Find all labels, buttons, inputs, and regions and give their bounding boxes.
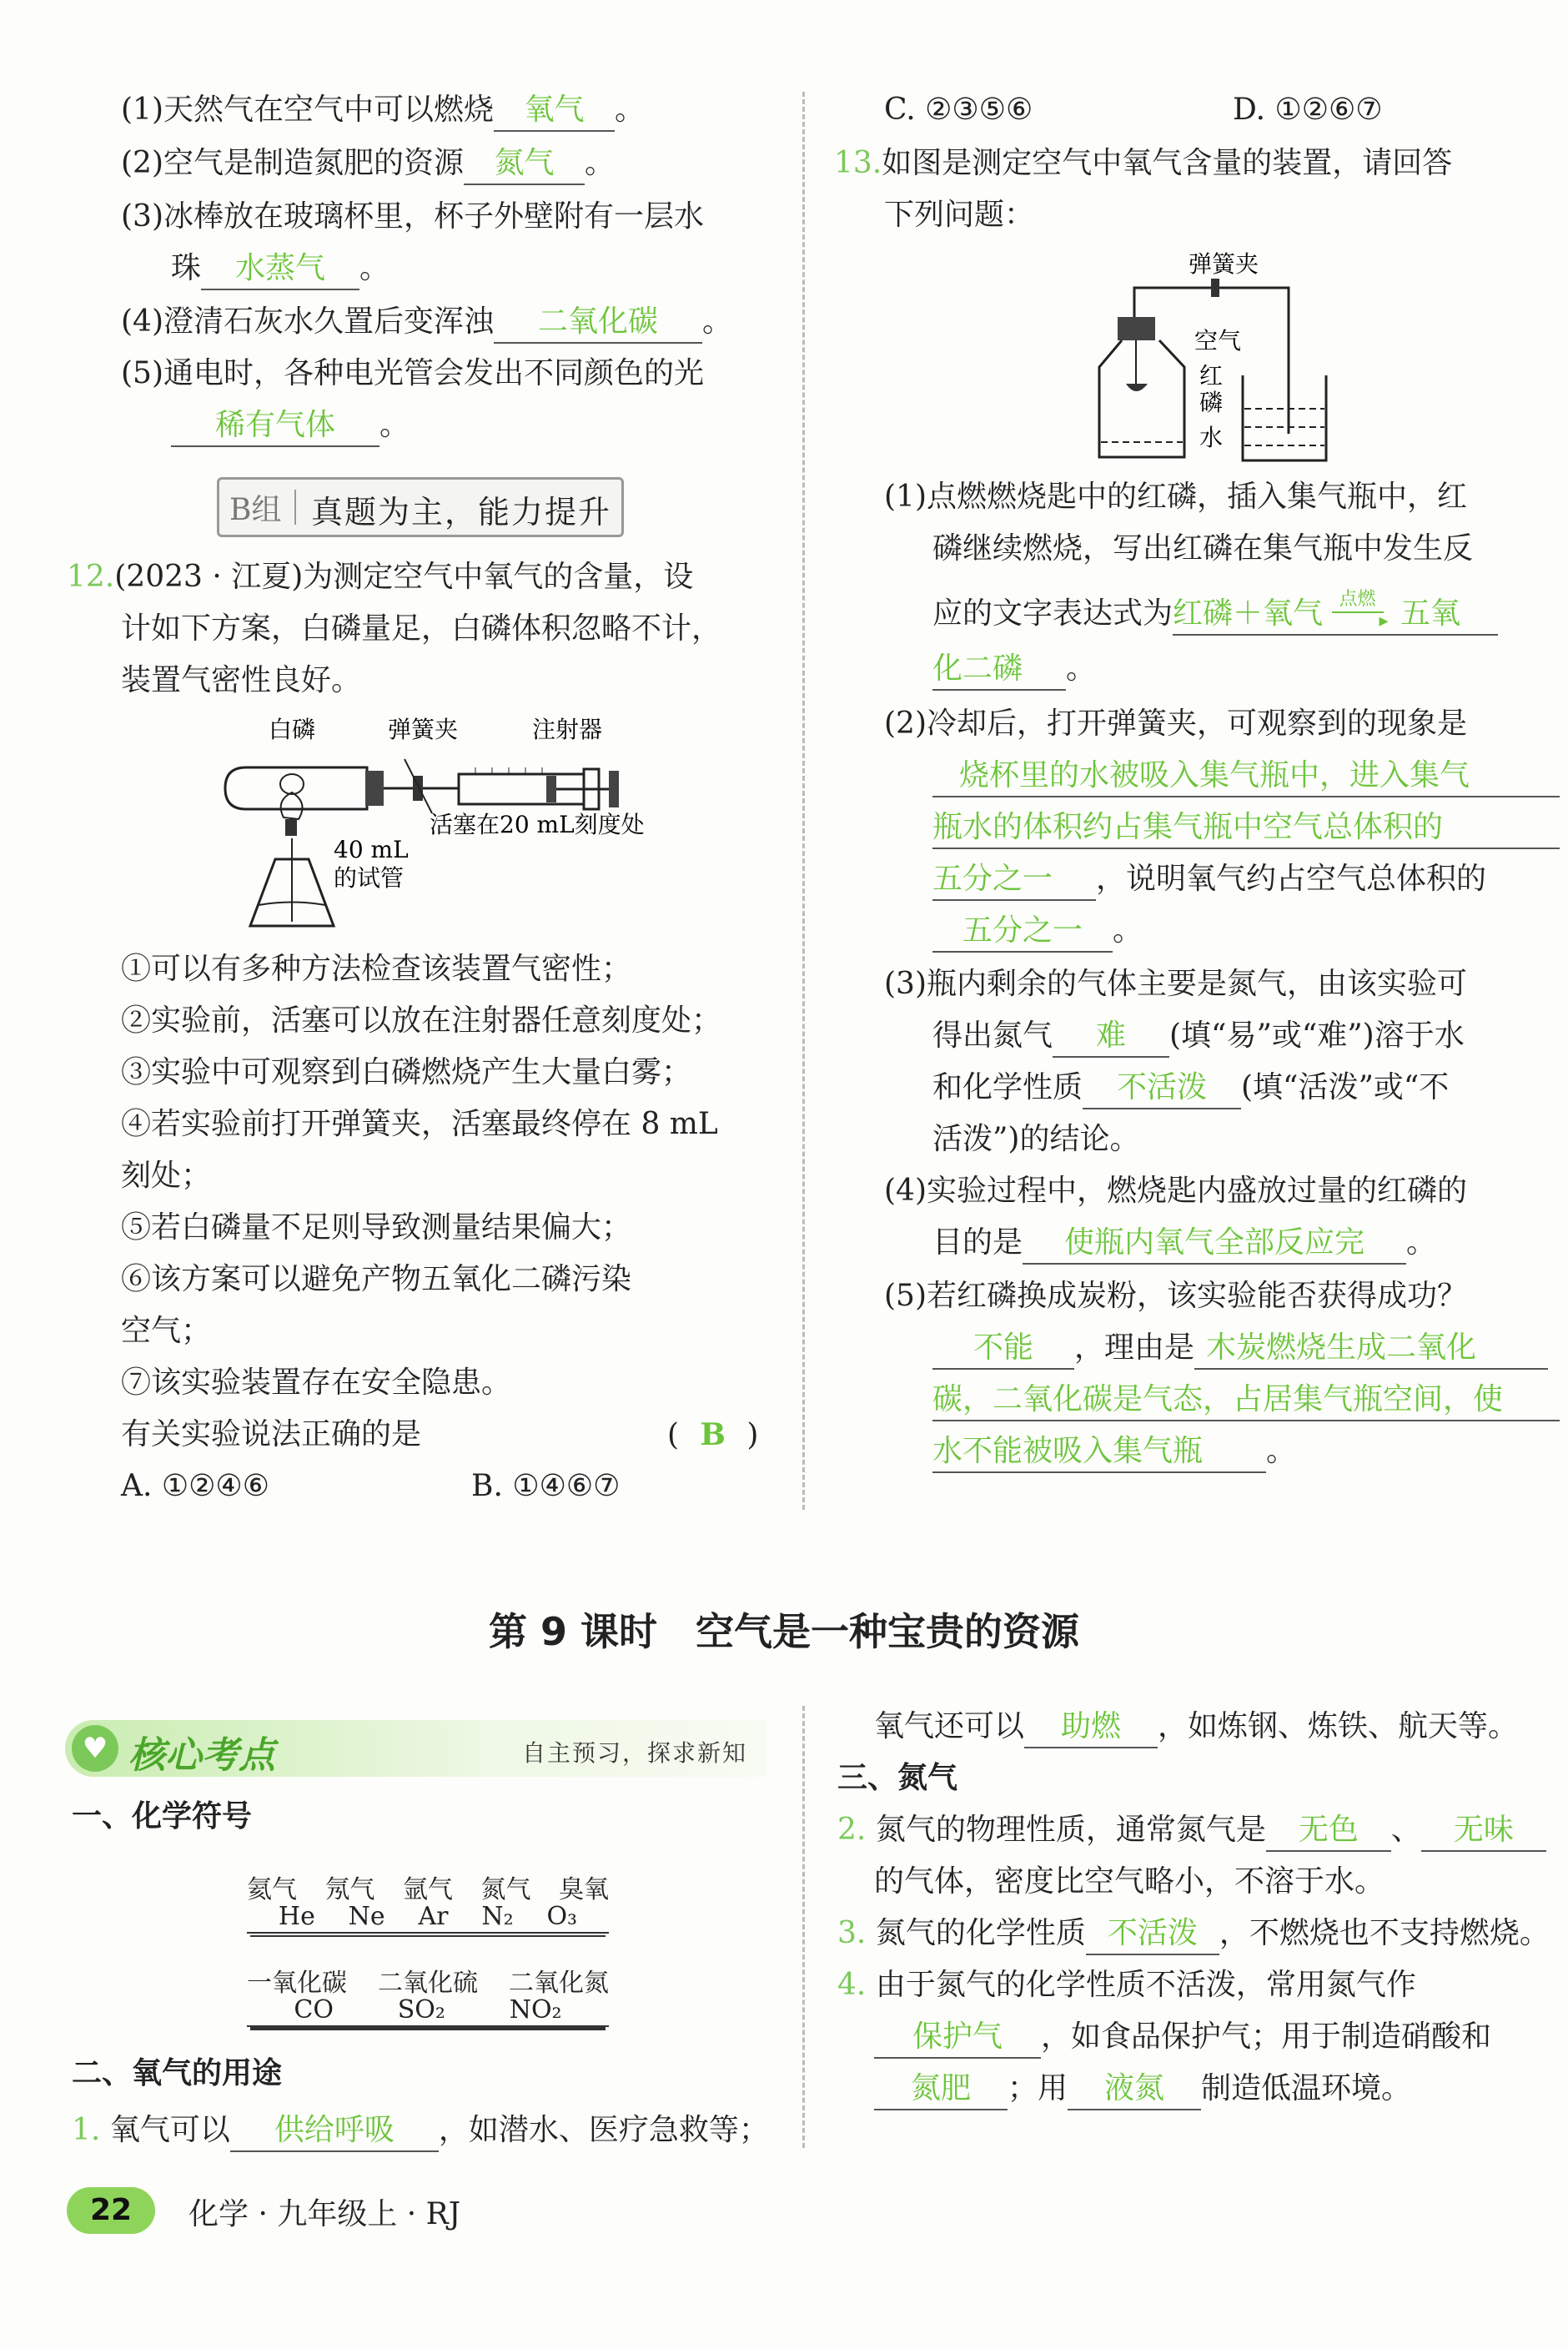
l9-q1-number: 1. — [72, 2113, 101, 2147]
sym-name-so2: 二氧化硫 — [378, 1969, 478, 1998]
q13-p2-line-5 — [932, 911, 1143, 954]
q12-line-1 — [67, 557, 693, 601]
l9-q1-cont-prefix: 氧气还可以 — [874, 1709, 1025, 1743]
l9-q1 — [72, 2110, 769, 2154]
q13-p5-line-1 — [884, 1276, 1467, 1320]
l9-q4-number: 4. — [837, 1968, 867, 2002]
q13-p3-line-2 — [932, 1016, 1465, 1059]
q12-statement-4b-text: 刻处； — [121, 1159, 212, 1193]
q11-text-4: 珠 — [171, 251, 202, 285]
l9-q3-answer: 不活泼 — [1086, 1914, 1219, 1955]
q12-statement-7 — [121, 1363, 511, 1406]
fig13-label-red-1: 红 — [1199, 362, 1224, 390]
q12-option-b — [471, 1466, 620, 1510]
q13-line-1 — [834, 143, 1452, 187]
q11-suffix-4: 。 — [702, 304, 733, 339]
sym-name-he: 氦气 — [247, 1875, 297, 1904]
l9-q4-line1: 由于氮气的化学性质不活泼，常用氮气作 — [875, 1968, 1416, 2002]
core-points-banner — [65, 1720, 767, 1777]
q12-option-c — [884, 90, 1033, 133]
q12-statement-4-text: ④若实验前打开弹簧夹，活塞最终停在 8 mL — [121, 1107, 718, 1141]
symbol-table-row2-values — [247, 1995, 609, 2027]
q13-p1-prefix: 应的文字表达式为 — [932, 596, 1173, 631]
l9-q1-cont-suffix: ，如炼钢、炼铁、航天等。 — [1158, 1709, 1519, 1743]
sym-val-n2: N₂ — [481, 1902, 514, 1931]
column-divider-bottom — [802, 1706, 805, 2148]
q13-p1-line-1 — [884, 477, 1467, 521]
l9-q4-answer-2: 氮肥 — [874, 2069, 1008, 2110]
q13-p1-text-2: 磷继续燃烧，写出红磷在集气瓶中发生反 — [932, 531, 1474, 566]
q13-stem-2: 下列问题： — [884, 198, 1035, 232]
footer-subject: 化学 · 九年级上 · RJ — [188, 2197, 461, 2231]
sym-name-n2: 氮气 — [480, 1875, 531, 1904]
sym-val-no2: NO₂ — [509, 1995, 562, 2025]
q13-p2-answer-1: 烧杯里的水被吸入集气瓶中，进入集气 — [932, 756, 1560, 797]
q13-p3-answer-1: 难 — [1053, 1016, 1169, 1058]
q13-p5-text-1: (5)若红磷换成炭粉，该实验能否获得成功？ — [884, 1279, 1467, 1313]
q13-number: 13. — [834, 146, 882, 180]
fig13-label-air: 空气 — [1194, 327, 1242, 355]
q11-suffix-2: 。 — [585, 146, 616, 180]
group-b-box — [217, 477, 624, 537]
l9-q1-cont-answer: 助燃 — [1024, 1707, 1158, 1748]
q12-statement-4 — [121, 1104, 718, 1148]
q13-p2-prefix: (2)冷却后，打开弹簧夹，可观察到的现象是 — [884, 707, 1467, 741]
q12-option-a-text: A. ①②④⑥ — [121, 1469, 269, 1503]
q11-answer-4: 二氧化碳 — [494, 302, 702, 344]
q13-p2-line-1 — [884, 704, 1467, 747]
q11-text-2: (2)空气是制造氮肥的资源 — [121, 146, 464, 180]
sym-val-ar: Ar — [418, 1902, 449, 1931]
l9-q2-line2 — [874, 1862, 1385, 1905]
l9-q2-separator: 、 — [1390, 1813, 1421, 1847]
q13-p3-middle: (填“易”或“难”)溶于水 — [1169, 1019, 1465, 1053]
q13-p1-text-1: (1)点燃燃烧匙中的红磷，插入集气瓶中，红 — [884, 480, 1467, 514]
q11-suffix-3: 。 — [359, 251, 390, 285]
sym-val-so2: SO₂ — [397, 1995, 445, 2025]
q11-suffix-5: 。 — [379, 408, 410, 442]
l9-q2 — [837, 1810, 1546, 1854]
sym-val-he: He — [278, 1902, 315, 1931]
q13-p3-line-1 — [884, 964, 1467, 1008]
l9-q4-answer-3: 液氮 — [1068, 2069, 1201, 2110]
q11-text-5: (4)澄清石灰水久置后变浑浊 — [121, 304, 494, 339]
core-points-title: 核心考点 — [128, 1734, 275, 1777]
q13-p2-answer-2: 瓶水的体积约占集气瓶中空气总体积的 — [932, 807, 1560, 849]
fig-label-syringe: 注射器 — [532, 716, 603, 743]
section-nitrogen — [837, 1758, 957, 1802]
q12-statement-3-text: ③实验中可观察到白磷燃烧产生大量白雾； — [121, 1055, 692, 1089]
q13-p4-line-2 — [932, 1223, 1436, 1266]
sym-val-o3: O₃ — [546, 1902, 578, 1931]
q11-line-6 — [121, 354, 704, 397]
l9-q1-answer: 供给呼吸 — [230, 2110, 439, 2152]
q11-line-3 — [121, 197, 704, 240]
l9-q2-answer-2: 无味 — [1421, 1810, 1546, 1852]
q13-p3-prefix: 得出氮气 — [932, 1019, 1053, 1053]
q13-p1-answer-a: 红磷＋氧气 — [1173, 596, 1324, 631]
q13-p3-line-3 — [932, 1068, 1449, 1111]
q13-p5-line-3 — [932, 1380, 1560, 1423]
l9-q4-middle-2: ；用 — [1008, 2071, 1068, 2105]
q13-p3-text-1: (3)瓶内剩余的气体主要是氮气，由该实验可 — [884, 967, 1467, 1001]
q13-p1-arrow-line — [1332, 611, 1384, 613]
q12-statement-6-text: ⑥该方案可以避免产物五氧化二磷污染 — [121, 1262, 632, 1296]
sym-val-ne: Ne — [348, 1902, 385, 1931]
l9-q2-number: 2. — [837, 1813, 867, 1847]
q13-p3-line-4 — [932, 1119, 1139, 1163]
q13-p1-answer — [1173, 589, 1498, 636]
q11-line-2 — [121, 143, 615, 187]
q12-statement-6b — [121, 1311, 211, 1355]
sym-val-co: CO — [294, 1995, 334, 2025]
q13-p2-period: 。 — [1113, 913, 1143, 948]
q13-p5-middle: ，理由是 — [1074, 1330, 1195, 1365]
l9-q1-suffix: ，如潜水、医疗急救等； — [438, 2113, 769, 2147]
q12-answer-paren — [667, 1415, 758, 1458]
fig-label-tube: 的试管 — [334, 864, 405, 892]
l9-q3 — [837, 1914, 1550, 1957]
q12-statement-3 — [121, 1053, 691, 1096]
section-oxygen-uses-title: 二、氧气的用途 — [72, 2056, 283, 2090]
l9-q2-prefix: 氮气的物理性质，通常氮气是 — [875, 1813, 1266, 1847]
q13-p2-answer-3: 五分之一 — [932, 859, 1096, 901]
symbol-table-row2-names — [247, 1962, 609, 1998]
l9-q1-cont — [874, 1707, 1518, 1750]
q12-stem-1: (2023 · 江夏)为测定空气中氧气的含量，设 — [114, 560, 694, 594]
q11-line-1 — [121, 90, 645, 133]
q12-statement-5 — [121, 1208, 631, 1251]
q12-statement-6b-text: 空气； — [121, 1314, 212, 1348]
q13-apparatus-figure — [1084, 242, 1351, 467]
l9-q3-number: 3. — [837, 1916, 867, 1950]
group-b-tag: B组 — [229, 493, 282, 527]
column-divider-top — [802, 92, 805, 1510]
section-nitrogen-title: 三、氮气 — [837, 1761, 958, 1795]
q13-p4-period: 。 — [1406, 1225, 1437, 1260]
q13-p1-arrow-head: ▸ — [1379, 611, 1389, 631]
q12-statement-2 — [121, 1001, 721, 1044]
section-chemical-symbols — [72, 1797, 252, 1840]
q12-option-c-text: C. ②③⑤⑥ — [884, 93, 1033, 127]
l9-q1-prefix: 氧气可以 — [109, 2113, 230, 2147]
section-chemical-symbols-title: 一、化学符号 — [72, 1799, 253, 1833]
q13-p1-period: 。 — [1066, 651, 1097, 686]
q11-answer-5: 稀有气体 — [171, 405, 379, 447]
q12-statement-2-text: ②实验前，活塞可以放在注射器任意刻度处； — [121, 1003, 722, 1038]
sym-name-no2: 二氧化氮 — [509, 1969, 609, 1998]
q11-suffix-1: 。 — [615, 93, 646, 127]
q13-p5-answer-4: 水不能被吸入集气瓶 — [932, 1431, 1266, 1473]
q13-line-2 — [884, 195, 1034, 239]
q11-text-6: (5)通电时，各种电光管会发出不同颜色的光 — [121, 356, 704, 390]
page-number: 22 — [67, 2187, 155, 2234]
group-b-title: 真题为主，能力提升 — [311, 494, 612, 531]
q11-answer-3: 水蒸气 — [201, 249, 359, 290]
fig-label-clip: 弹簧夹 — [388, 716, 459, 743]
l9-q4-answer-1: 保护气 — [874, 2017, 1041, 2059]
q12-line-2 — [121, 609, 721, 652]
q13-p2-middle: ，说明氧气约占空气总体积的 — [1096, 862, 1487, 896]
l9-q4 — [837, 1965, 1416, 2009]
l9-q3-suffix: ，不燃烧也不支持燃烧。 — [1219, 1916, 1550, 1950]
fig-label-piston: 活塞在20 mL刻度处 — [430, 811, 645, 838]
q13-p5-period: 。 — [1266, 1434, 1297, 1468]
fig13-label-clip: 弹簧夹 — [1189, 250, 1259, 278]
q13-p2-answer-4: 五分之一 — [932, 911, 1113, 953]
q12-statement-5-text: ⑤若白磷量不足则导致测量结果偏大； — [121, 1210, 632, 1245]
q12-statement-4b — [121, 1156, 211, 1200]
symbol-table-row1-names — [247, 1869, 609, 1902]
q12-paren-open: ( — [667, 1418, 680, 1452]
q11-line-5 — [121, 302, 732, 345]
q13-p4-answer: 使瓶内氧气全部反应完 — [1023, 1223, 1406, 1265]
q13-p4-line-1 — [884, 1171, 1467, 1215]
symbol-table-row1-values — [247, 1902, 609, 1934]
q12-stem-3: 装置气密性良好。 — [121, 663, 362, 697]
l9-q2-answer-1: 无色 — [1266, 1810, 1391, 1852]
sym-name-co: 一氧化碳 — [247, 1969, 347, 1998]
q13-p2-line-4 — [932, 859, 1486, 903]
q13-p1-line-2 — [932, 529, 1473, 572]
l9-q3-prefix: 氮气的化学性质 — [875, 1916, 1086, 1950]
fig13-label-red-2: 磷 — [1199, 389, 1224, 416]
q11-answer-1: 氧气 — [494, 90, 615, 132]
q13-p1-answer-b: 五氧 — [1400, 596, 1460, 631]
q13-p2-line-2 — [932, 756, 1560, 799]
q13-p5-answer-3: 碳，二氧化碳是气态，占居集气瓶空间，使 — [932, 1380, 1560, 1421]
lesson-title: 第 9 课时 空气是一种宝贵的资源 — [488, 1609, 1080, 1654]
q13-p5-line-4 — [932, 1431, 1296, 1475]
q13-p1-line-4 — [932, 649, 1096, 692]
q12-option-d — [1233, 90, 1383, 133]
q12-option-a — [121, 1466, 269, 1510]
q13-p1-line-3 — [932, 589, 1498, 637]
q12-stem-question — [121, 1415, 421, 1458]
q13-p3-answer-2: 不活泼 — [1083, 1068, 1241, 1109]
q13-p3-middle-2: (填“活泼”或“不 — [1241, 1070, 1450, 1104]
q12-option-d-text: D. ①②⑥⑦ — [1233, 93, 1383, 127]
l9-q4-line3 — [874, 2069, 1411, 2112]
l9-q4-middle: ，如食品保护气；用于制造硝酸和 — [1041, 2020, 1492, 2054]
q12-apparatus-figure — [217, 709, 684, 943]
l9-q2-line2-text: 的气体，密度比空气略小，不溶于水。 — [874, 1864, 1385, 1899]
q12-statement-1 — [121, 949, 631, 993]
q11-answer-2: 氮气 — [464, 143, 585, 185]
q13-p3-end: 活泼”)的结论。 — [932, 1122, 1140, 1156]
q12-stem-2: 计如下方案，白磷量足，白磷体积忽略不计， — [121, 611, 722, 646]
group-b-separator — [294, 490, 296, 525]
q13-p5-line-2 — [932, 1328, 1548, 1371]
sym-name-ar: 氩气 — [403, 1875, 453, 1904]
fig13-label-water: 水 — [1199, 424, 1224, 451]
q13-p5-answer-2: 木炭燃烧生成二氧化 — [1194, 1328, 1548, 1370]
q13-p1-answer-c: 化二磷 — [932, 649, 1066, 691]
q12-number: 12. — [67, 560, 115, 594]
q12-statement-1-text: ①可以有多种方法检查该装置气密性； — [121, 952, 632, 986]
l9-q4-line2 — [874, 2017, 1491, 2060]
q13-p2-line-3 — [932, 807, 1560, 851]
q11-text-1: (1)天然气在空气中可以燃烧 — [121, 93, 494, 127]
q13-stem-1: 如图是测定空气中氧气含量的装置，请回答 — [882, 146, 1453, 180]
q12-line-3 — [121, 661, 361, 704]
section-oxygen-uses — [72, 2054, 282, 2097]
symbol-table — [247, 1869, 609, 2027]
q13-p3-prefix-2: 和化学性质 — [932, 1070, 1083, 1104]
fig-label-white-phosphorus: 白磷 — [269, 716, 316, 743]
q11-line-4 — [171, 249, 389, 292]
q12-stem-question-text: 有关实验说法正确的是 — [121, 1417, 422, 1451]
q12-answer: B — [700, 1417, 726, 1452]
core-points-subtitle: 自主预习，探求新知 — [521, 1739, 747, 1767]
q13-p4-prefix: 目的是 — [932, 1225, 1023, 1260]
q12-statement-6 — [121, 1260, 631, 1303]
sym-name-o3: 臭氧 — [559, 1875, 609, 1904]
heart-icon: ♥ — [72, 1725, 118, 1772]
q13-p1-arrow — [1332, 589, 1390, 631]
q11-text-3: (3)冰棒放在玻璃杯里，杯子外壁附有一层水 — [121, 199, 704, 234]
q13-p4-text-1: (4)实验过程中，燃烧匙内盛放过量的红磷的 — [884, 1174, 1467, 1208]
fig-label-tube-volume: 40 mL — [334, 836, 409, 863]
q13-p5-answer-1: 不能 — [932, 1328, 1074, 1370]
q12-option-b-text: B. ①④⑥⑦ — [471, 1469, 621, 1503]
q11-line-7 — [171, 405, 410, 449]
q13-p1-condition: 点燃 — [1339, 589, 1376, 610]
q12-statement-7-text: ⑦该实验装置存在安全隐患。 — [121, 1366, 512, 1400]
q12-paren-close: ) — [746, 1418, 759, 1452]
l9-q4-suffix: 制造低温环境。 — [1201, 2071, 1412, 2105]
sym-name-ne: 氖气 — [324, 1875, 375, 1904]
